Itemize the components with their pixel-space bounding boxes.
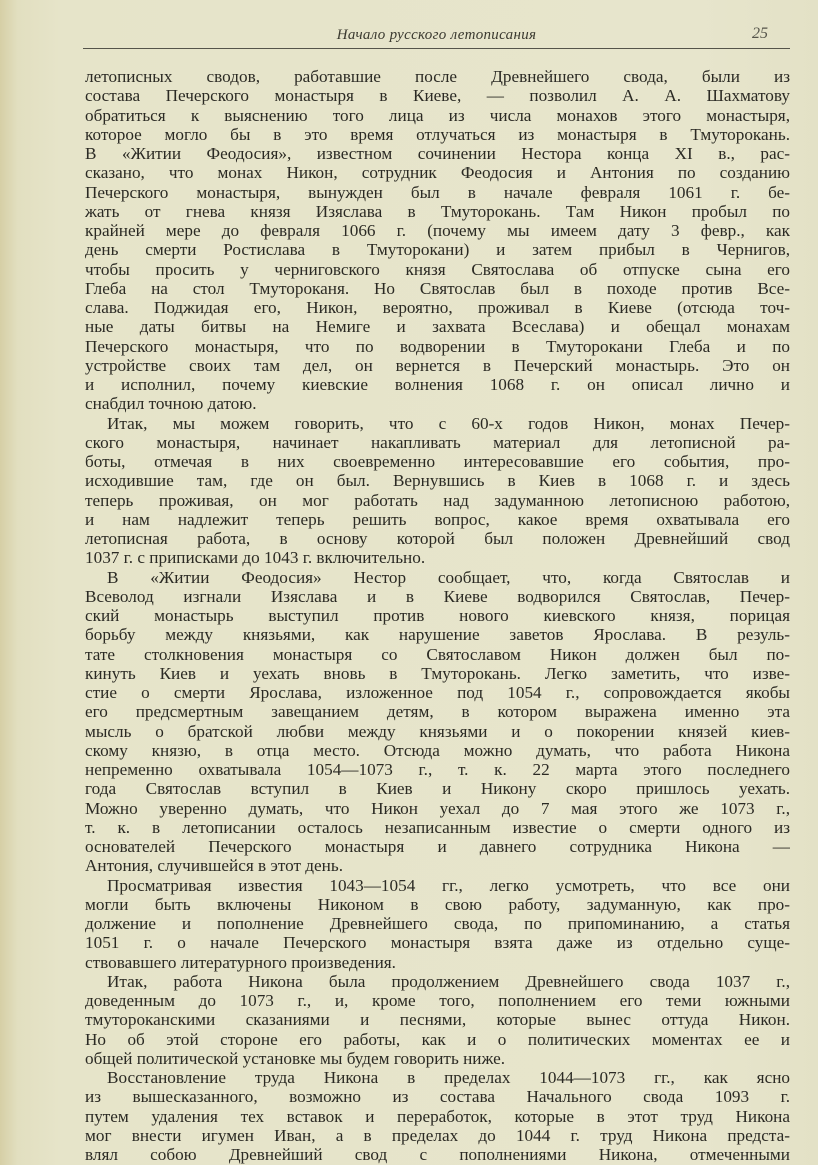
text-line: из вышесказанного, возможно из состава Начального свода 1093 г. <box>85 1087 790 1107</box>
running-header <box>83 25 790 47</box>
text-line: ные даты битвы на Немиге и захвата Всеслава) и обещал монахам <box>85 317 790 337</box>
running-title: Начало русского летописания <box>336 27 537 43</box>
paragraph <box>85 568 790 876</box>
page-body <box>85 67 790 1164</box>
text-line: Всеволод изгнали Изяслава и в Киеве водворился Святослав, Печер- <box>85 586 790 606</box>
text-line: должение и пополнение Древнейшего свода, по припоминанию, а статья <box>85 914 790 933</box>
text-line: его предсмертным завещанием детям, в котором выражена именно эта <box>85 702 790 722</box>
text-line: влял собою Древнейший свод с пополнениями Никона, отмеченными <box>85 1145 790 1164</box>
text-line: состава Печерского монастыря в Киеве, — позволил А. А. Шахматову <box>85 86 790 106</box>
paragraph <box>85 972 790 1068</box>
text-line: теперь проживая, он мог работать над задуманною летописною работою, <box>85 490 790 510</box>
text-line: слава. Поджидая его, Никон, вероятно, проживал в Киеве (отсюда точ- <box>85 298 790 317</box>
text-line: ский монастырь выступил против нового киевского князя, порицая <box>85 606 790 625</box>
text-line: т. к. в летописании осталось незаписанным известие о смерти одного из <box>85 817 790 837</box>
paragraph <box>85 876 790 972</box>
text-line: день смерти Ростислава в Тмуторокани) и затем прибыл в Чернигов, <box>85 240 790 260</box>
text-line: В «Житии Феодосия», известном сочинении Нестора конца XI в., рас- <box>85 144 790 163</box>
text-line: 1051 г. о начале Печерского монастыря взята даже из отдельно суще- <box>85 933 790 953</box>
text-line: обратиться к выяснению того лица из числа монахов этого монастыря, <box>85 105 790 125</box>
text-line: доведенным до 1073 г., и, кроме того, пополнением его теми южными <box>85 991 790 1010</box>
text-line: общей политической установке мы будем говорить ниже. <box>85 1048 506 1068</box>
text-line: непременно охватывала 1054—1073 г., т. к. 22 марта этого последнего <box>85 760 790 779</box>
text-line: тате столкновения монастыря со Святославом Никон должен был по- <box>85 644 790 664</box>
text-line: исходившие там, где он был. Вернувшись в Киев в 1068 г. и здесь <box>85 471 790 491</box>
text-line: ствовавшего литературного произведения. <box>85 952 396 972</box>
text-line: года Святослав вступил в Киев и Никону скоро пришлось уехать. <box>85 779 790 799</box>
text-line: кинуть Киев и уехать вновь в Тмуторокань. Легко заметить, что изве- <box>85 663 790 683</box>
header-rule <box>83 48 790 49</box>
text-line: стие о смерти Ярослава, изложенное под 1054 г., сопровождается якобы <box>85 683 790 702</box>
text-line: сказано, что монах Никон, сотрудник Феодосия и Антония по созданию <box>85 163 790 183</box>
text-line: мысль о братской любви между князьями и о покорении князей киев- <box>85 721 790 741</box>
text-line: Печерского монастыря, что по водворении в Тмуторокани Глеба и по <box>85 336 790 356</box>
text-line: Итак, мы можем говорить, что с 60-х годов Никон, монах Печер- <box>107 413 790 433</box>
text-line: Но об этой стороне его работы, как и о политических моментах ее и <box>85 1029 790 1049</box>
text-line: тмутороканскими сказаниями и песнями, которые вынес оттуда Никон. <box>85 1010 790 1030</box>
text-line: Восстановление труда Никона в пределах 1044—1073 гг., как ясно <box>107 1068 790 1087</box>
text-line: путем удаления тех вставок и переработок, которые в этот труд Никона <box>85 1106 790 1126</box>
text-line: чтобы просить у черниговского князя Святослава об отпуске сына его <box>85 259 790 279</box>
text-line: снабдил точною датою. <box>85 394 257 414</box>
text-line: мог внести игумен Иван, а в пределах до 1044 г. труд Никона предста- <box>85 1125 790 1145</box>
paragraph <box>85 67 790 414</box>
text-line: жать от гнева князя Изяслава в Тмуторокань. Там Никон пробыл по <box>85 201 790 221</box>
text-line: скому князю, в отца место. Отсюда можно думать, что работа Никона <box>85 740 790 760</box>
text-line: борьбу между князьями, как нарушение заветов Ярослава. В резуль- <box>85 625 790 645</box>
text-line: Просматривая известия 1043—1054 гг., легко усмотреть, что все они <box>107 875 790 895</box>
text-line: которое могло бы в это время отлучаться из монастыря в Тмуторокань. <box>85 124 790 144</box>
text-line: летописная работа, в основу которой был положен Древнейший свод <box>85 529 790 548</box>
text-line: устройстве своих там дел, он вернется в Печерский монастырь. Это он <box>85 355 790 375</box>
text-line: Антония, случившейся в этот день. <box>85 856 343 876</box>
text-line: Можно уверенно думать, что Никон уехал до 7 мая этого же 1073 г., <box>85 798 790 818</box>
paragraph <box>85 414 790 568</box>
text-line: Итак, работа Никона была продолжением Древнейшего свода 1037 г., <box>107 971 790 991</box>
text-line: Глеба на стол Тмутороканя. Но Святослав был в походе против Все- <box>85 278 790 298</box>
text-line: В «Житии Феодосия» Нестор сообщает, что, когда Святослав и <box>107 567 790 587</box>
text-line: крайней мере до февраля 1066 г. (почему мы имеем дату 3 февр., как <box>85 221 790 240</box>
text-line: основателей Печерского монастыря и давнего сотрудника Никона — <box>85 837 790 856</box>
text-line: ского монастыря, начинает накапливать материал для летописной ра- <box>85 432 790 452</box>
paragraph <box>85 1068 790 1164</box>
text-line: боты, отмечая в них своевременно интересовавшие его события, про- <box>85 452 790 471</box>
text-line: и исполнил, почему киевские волнения 1068 г. он описал лично и <box>85 375 790 394</box>
text-line: могли быть включены Никоном в свою работу, задуманную, как про- <box>85 894 790 914</box>
text-line: Печерского монастыря, вынужден был в начале февраля 1061 г. бе- <box>85 182 790 202</box>
text-line: 1037 г. с приписками до 1043 г. включительно. <box>85 548 426 568</box>
page-number: 25 <box>752 25 768 42</box>
text-line: и нам надлежит теперь решить вопрос, какое время охватывала его <box>85 509 790 529</box>
text-line: летописных сводов, работавшие после Древнейшего свода, были из <box>85 67 790 86</box>
